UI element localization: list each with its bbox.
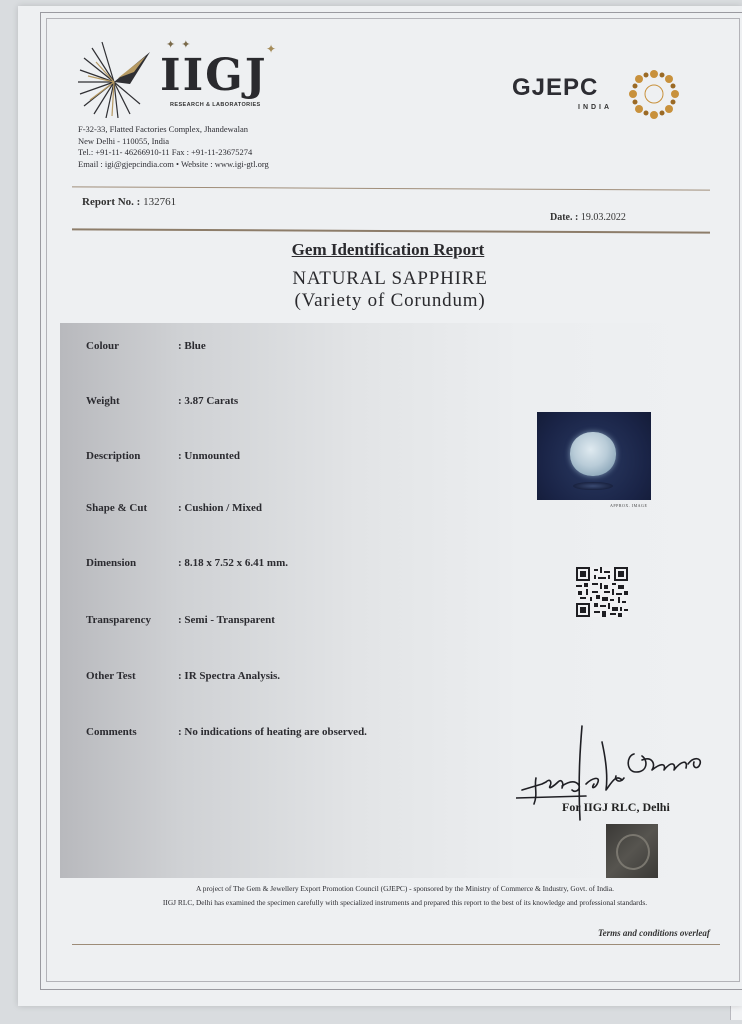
gem-image-caption: APPROX. IMAGE [610, 503, 648, 508]
sparkle-icon: ✦ [266, 42, 277, 56]
field-label: Weight [86, 395, 120, 407]
field-label: Dimension [86, 557, 137, 569]
field-row [86, 726, 367, 738]
report-date [550, 212, 626, 223]
sunburst-icon [74, 38, 154, 118]
field-value: : 3.87 Carats [178, 395, 239, 407]
field-row [86, 340, 206, 352]
footer-line: IIGJ RLC, Delhi has examined the specimen carefully with specialized instruments and prepared this report to the best of its knowledge and professional standards. [162, 898, 648, 907]
field-row [86, 450, 240, 462]
hologram-seal [606, 824, 658, 878]
field-row [86, 557, 288, 569]
gjepc-logo [512, 66, 692, 126]
gem-photo [537, 412, 651, 500]
field-label: Shape & Cut [86, 502, 148, 514]
field-row [86, 614, 275, 626]
gem-reflection [573, 482, 613, 490]
report-date-value: 19.03.2022 [580, 212, 626, 223]
seal-emblem-icon [616, 834, 650, 870]
stone-identity [220, 268, 560, 312]
field-value: : No indications of heating are observed. [178, 726, 367, 738]
field-value: : 8.18 x 7.52 x 6.41 mm. [178, 557, 288, 569]
lab-logo-text: IIGJ [160, 50, 268, 101]
field-label: Colour [86, 340, 119, 352]
authorized-signatory: For IIGJ RLC, Delhi [562, 800, 670, 814]
report-number [82, 196, 176, 208]
address-line: Tel.: +91-11- 46266910-11 Fax : +91-11-23675274 [78, 147, 253, 157]
address-line: New Delhi - 110055, India [78, 135, 170, 146]
report-number-label: Report No. : [82, 196, 141, 208]
field-row [86, 670, 280, 682]
field-value: : Semi - Transparent [178, 614, 275, 626]
stone-variety: (Variety of Corundum) [294, 290, 486, 311]
address-line: Email : igi@gjepcindia.com • Website : www.igi-gtl.org [78, 158, 269, 169]
footer-divider [72, 944, 720, 945]
field-value: : Unmounted [178, 450, 241, 462]
field-value: : Cushion / Mixed [178, 502, 263, 514]
field-row [86, 502, 262, 514]
field-label: Transparency [86, 614, 151, 626]
field-value: : IR Spectra Analysis. [178, 670, 281, 682]
terms-note: Terms and conditions overleaf [598, 928, 710, 938]
council-logo-subtitle: INDIA [578, 104, 613, 111]
footer-line: A project of The Gem & Jewellery Export Promotion Council (GJEPC) - sponsored by the Ministry of Commerce & Industry, Govt. of India. [196, 884, 614, 893]
report-title: Gem Identification Report [291, 240, 485, 259]
lab-logo-subtitle: RESEARCH & LABORATORIES [170, 102, 261, 108]
field-label: Description [86, 450, 141, 462]
iigj-logo [74, 38, 294, 122]
mandala-icon [624, 66, 684, 126]
field-row [86, 395, 238, 407]
lab-address [78, 124, 269, 170]
field-label: Comments [86, 726, 137, 738]
report-date-label: Date. : [550, 212, 579, 223]
footer-note [90, 882, 720, 910]
stone-name: NATURAL SAPPHIRE [292, 268, 488, 289]
stars-icon: ✦✦ [166, 39, 197, 51]
address-line: F-32-33, Flatted Factories Complex, Jhandewalan [78, 124, 248, 134]
sapphire-image [570, 432, 616, 476]
council-logo-text: GJEPC [512, 74, 599, 101]
report-number-value: 132761 [143, 196, 177, 208]
qr-code-icon [576, 567, 628, 617]
field-label: Other Test [86, 670, 136, 682]
field-value: : Blue [178, 340, 206, 352]
